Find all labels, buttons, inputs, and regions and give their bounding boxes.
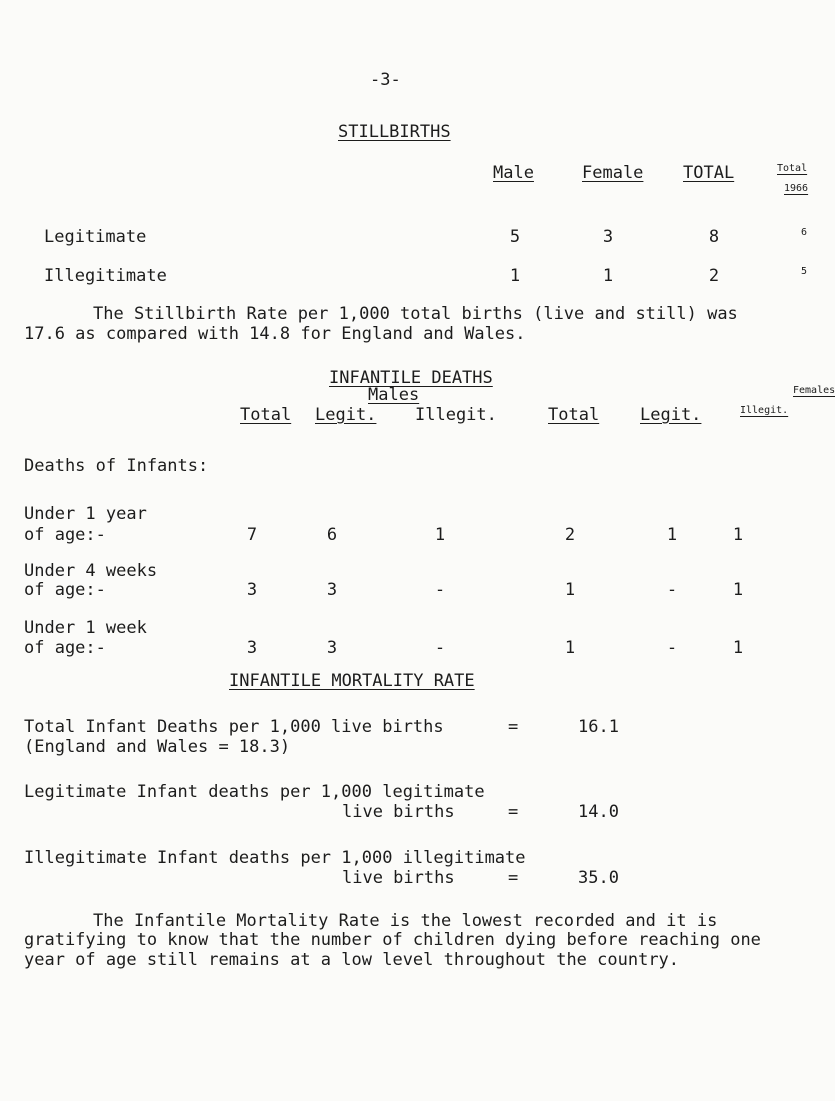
- cell-value: 1: [732, 638, 744, 658]
- illegit-infant-deaths-line-1: Illegitimate Infant deaths per 1,000 illegitimate: [24, 848, 526, 868]
- cell-value: -: [666, 580, 678, 600]
- total-infant-deaths-line-2: (England and Wales = 18.3): [24, 737, 291, 757]
- col-female-total: Total: [548, 405, 600, 425]
- col-male-illegit: Illegit.: [415, 405, 497, 425]
- illegit-equals: =: [508, 868, 519, 888]
- col-female-legit: Legit.: [640, 405, 702, 425]
- cell-value: 1: [666, 525, 678, 545]
- cell-value: 1: [564, 580, 576, 600]
- header-female: Female: [582, 163, 644, 183]
- illegit-infant-deaths-line-2: live births: [342, 868, 455, 888]
- stillbirths-title: STILLBIRTHS: [338, 122, 451, 142]
- illegit-female: 1: [602, 266, 614, 286]
- deaths-of-infants-label: Deaths of Infants:: [24, 456, 209, 476]
- legit-female: 3: [602, 227, 614, 247]
- cell-value: -: [434, 580, 446, 600]
- cell-value: 6: [326, 525, 338, 545]
- row-label-illegitimate: Illegitimate: [44, 266, 167, 286]
- cell-value: 2: [564, 525, 576, 545]
- legit-infant-deaths-line-2: live births: [342, 802, 455, 822]
- legit-total-prior: 6: [800, 227, 808, 238]
- row-label-legitimate: Legitimate: [44, 227, 147, 247]
- row-label-of-age: of age:-: [24, 580, 106, 600]
- col-male-total: Total: [240, 405, 292, 425]
- cell-value: 1: [434, 525, 446, 545]
- cell-value: 1: [732, 525, 744, 545]
- illegit-male: 1: [509, 266, 521, 286]
- col-female-illegit: Illegit.: [740, 405, 789, 416]
- total-infant-deaths-line-1: Total Infant Deaths per 1,000 live births: [24, 717, 444, 737]
- legit-infant-deaths-line-1: Legitimate Infant deaths per 1,000 legitimate: [24, 782, 485, 802]
- stillbirth-rate-line-2: 17.6 as compared with 14.8 for England and Wales.: [24, 324, 526, 344]
- closing-paragraph-line-3: year of age still remains at a low level throughout the country.: [24, 950, 680, 970]
- header-male: Male: [493, 163, 534, 183]
- females-label: Females: [793, 385, 835, 396]
- stillbirth-rate-line-1: The Stillbirth Rate per 1,000 total births (live and still) was: [93, 304, 738, 324]
- row-label-of-age: of age:-: [24, 525, 106, 545]
- cell-value: 7: [246, 525, 258, 545]
- illegit-total-prior: 5: [800, 266, 808, 277]
- cell-value: 3: [246, 638, 258, 658]
- closing-paragraph-line-1: The Infantile Mortality Rate is the lowest recorded and it is: [93, 911, 718, 931]
- row-label-of-age: of age:-: [24, 638, 106, 658]
- header-total: TOTAL: [683, 163, 735, 183]
- legit-male: 5: [509, 227, 521, 247]
- col-male-legit: Legit.: [315, 405, 377, 425]
- row-label-under-1-week: Under 1 week: [24, 618, 147, 638]
- header-total-prior: Total: [777, 163, 808, 174]
- closing-paragraph-line-2: gratifying to know that the number of children dying before reaching one: [24, 930, 761, 950]
- cell-value: -: [666, 638, 678, 658]
- page-number: -3-: [370, 70, 401, 90]
- row-label-under-1-year: Under 1 year: [24, 504, 147, 524]
- legit-equals: =: [508, 802, 519, 822]
- cell-value: -: [434, 638, 446, 658]
- row-label-under-4-weeks: Under 4 weeks: [24, 561, 158, 581]
- legit-total: 8: [708, 227, 720, 247]
- cell-value: 1: [732, 580, 744, 600]
- cell-value: 1: [564, 638, 576, 658]
- header-year: 1966: [784, 183, 809, 194]
- mortality-rate-title: INFANTILE MORTALITY RATE: [229, 671, 475, 691]
- cell-value: 3: [326, 638, 338, 658]
- illegit-infant-deaths-value: 35.0: [578, 868, 619, 888]
- cell-value: 3: [326, 580, 338, 600]
- males-label: Males: [368, 385, 420, 405]
- legit-infant-deaths-value: 14.0: [578, 802, 619, 822]
- cell-value: 3: [246, 580, 258, 600]
- infantile-deaths-title: INFANTILE DEATHS: [329, 368, 493, 388]
- illegit-total: 2: [708, 266, 720, 286]
- total-infant-deaths-value: 16.1: [578, 717, 619, 737]
- total-equals: =: [508, 717, 519, 737]
